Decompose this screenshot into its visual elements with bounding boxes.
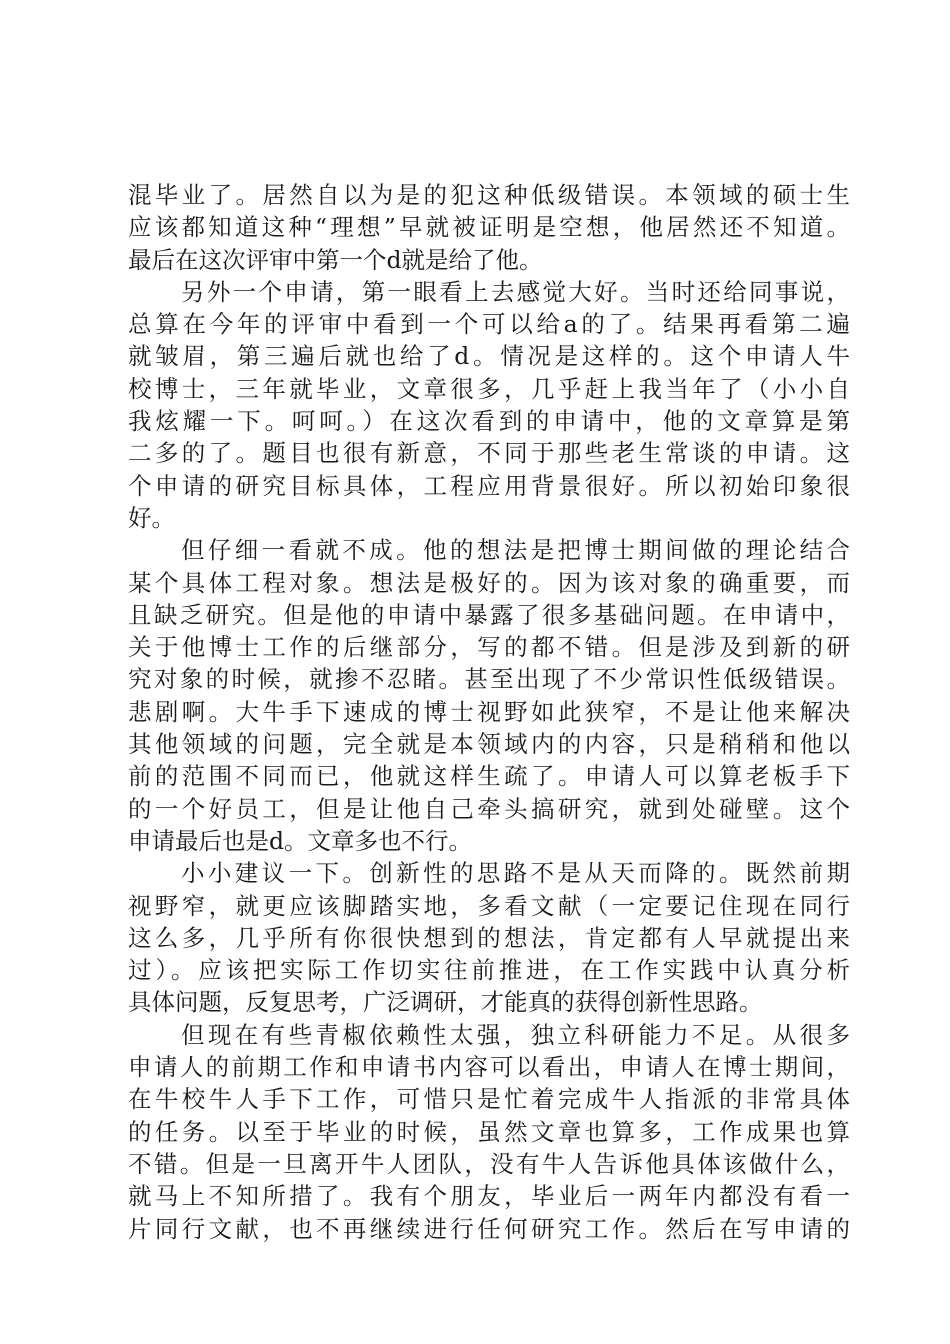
text-line: 就皱眉，第三遍后就也给了d。情况是这样的。这个申请人牛 xyxy=(128,342,850,371)
text-line: 悲剧啊。大牛手下速成的博士视野如此狭窄，不是让他来解决 xyxy=(128,697,850,726)
text-line: 片同行文献，也不再继续进行任何研究工作。然后在写申请的 xyxy=(128,1214,850,1243)
text-line: 具体问题，反复思考，广泛调研，才能真的获得创新性思路。 xyxy=(128,988,763,1017)
text-line: 申请最后也是d。文章多也不行。 xyxy=(128,826,473,855)
text-line: 好。 xyxy=(128,503,175,532)
paragraph-5 xyxy=(128,1019,850,1245)
text-line: 二多的了。题目也很有新意，不同于那些老生常谈的申请。这 xyxy=(128,439,850,468)
text-line: 前的范围不同而已，他就这样生疏了。申请人可以算老板手下 xyxy=(128,762,850,791)
paragraph-4 xyxy=(128,857,850,1018)
text-line: 混毕业了。居然自以为是的犯这种低级错误。本领域的硕士生 xyxy=(128,181,850,209)
text-line: 申请人的前期工作和申请书内容可以看出，申请人在博士期间， xyxy=(128,1053,850,1082)
text-line: 这么多，几乎所有你很快想到的想法，肯定都有人早就提出来 xyxy=(128,923,850,952)
paragraph-1 xyxy=(128,179,850,276)
text-line: 的任务。以至于毕业的时候，虽然文章也算多，工作成果也算 xyxy=(128,1117,850,1146)
text-line: 过）。应该把实际工作切实往前推进，在工作实践中认真分析 xyxy=(128,956,850,985)
text-line: 就马上不知所措了。我有个朋友，毕业后一两年内都没有看一 xyxy=(128,1182,850,1211)
text-line: 关于他博士工作的后继部分，写的都不错。但是涉及到新的研 xyxy=(128,633,850,662)
text-line: 我炫耀一下。呵呵。）在这次看到的申请中，他的文章算是第 xyxy=(128,407,850,436)
text-line: 究对象的时候，就掺不忍睹。甚至出现了不少常识性低级错误。 xyxy=(128,665,850,694)
text-line: 最后在这次评审中第一个d就是给了他。 xyxy=(128,245,543,274)
text-line: 小小建议一下。创新性的思路不是从天而降的。既然前期 xyxy=(181,859,850,888)
paragraph-2 xyxy=(128,276,850,534)
text-line: 视野窄，就更应该脚踏实地，多看文献（一定要记住现在同行 xyxy=(128,891,850,920)
text-line: 且缺乏研究。但是他的申请中暴露了很多基础问题。在申请中， xyxy=(128,600,850,629)
text-line: 另外一个申请，第一眼看上去感觉大好。当时还给同事说， xyxy=(181,277,850,306)
text-line: 的一个好员工，但是让他自己牵头搞研究，就到处碰壁。这个 xyxy=(128,794,850,823)
text-line: 个申请的研究目标具体，工程应用背景很好。所以初始印象很 xyxy=(128,471,850,500)
text-line: 在牛校牛人手下工作，可惜只是忙着完成牛人指派的非常具体 xyxy=(128,1085,850,1114)
text-line: 但现在有些青椒依赖性太强，独立科研能力不足。从很多 xyxy=(181,1020,850,1049)
text-line: 应该都知道这种“理想”早就被证明是空想，他居然还不知道。 xyxy=(128,213,850,242)
text-line: 某个具体工程对象。想法是极好的。因为该对象的确重要，而 xyxy=(128,568,850,597)
text-line: 总算在今年的评审中看到一个可以给a的了。结果再看第二遍 xyxy=(128,310,850,339)
text-line: 但仔细一看就不成。他的想法是把博士期间做的理论结合 xyxy=(181,536,850,565)
text-line: 校博士，三年就毕业，文章很多，几乎赶上我当年了（小小自 xyxy=(128,374,850,403)
text-line: 其他领域的问题，完全就是本领域内的内容，只是稍稍和他以 xyxy=(128,730,850,759)
text-line: 不错。但是一旦离开牛人团队，没有牛人告诉他具体该做什么， xyxy=(128,1149,850,1178)
document-body xyxy=(128,179,850,1245)
paragraph-3 xyxy=(128,534,850,857)
